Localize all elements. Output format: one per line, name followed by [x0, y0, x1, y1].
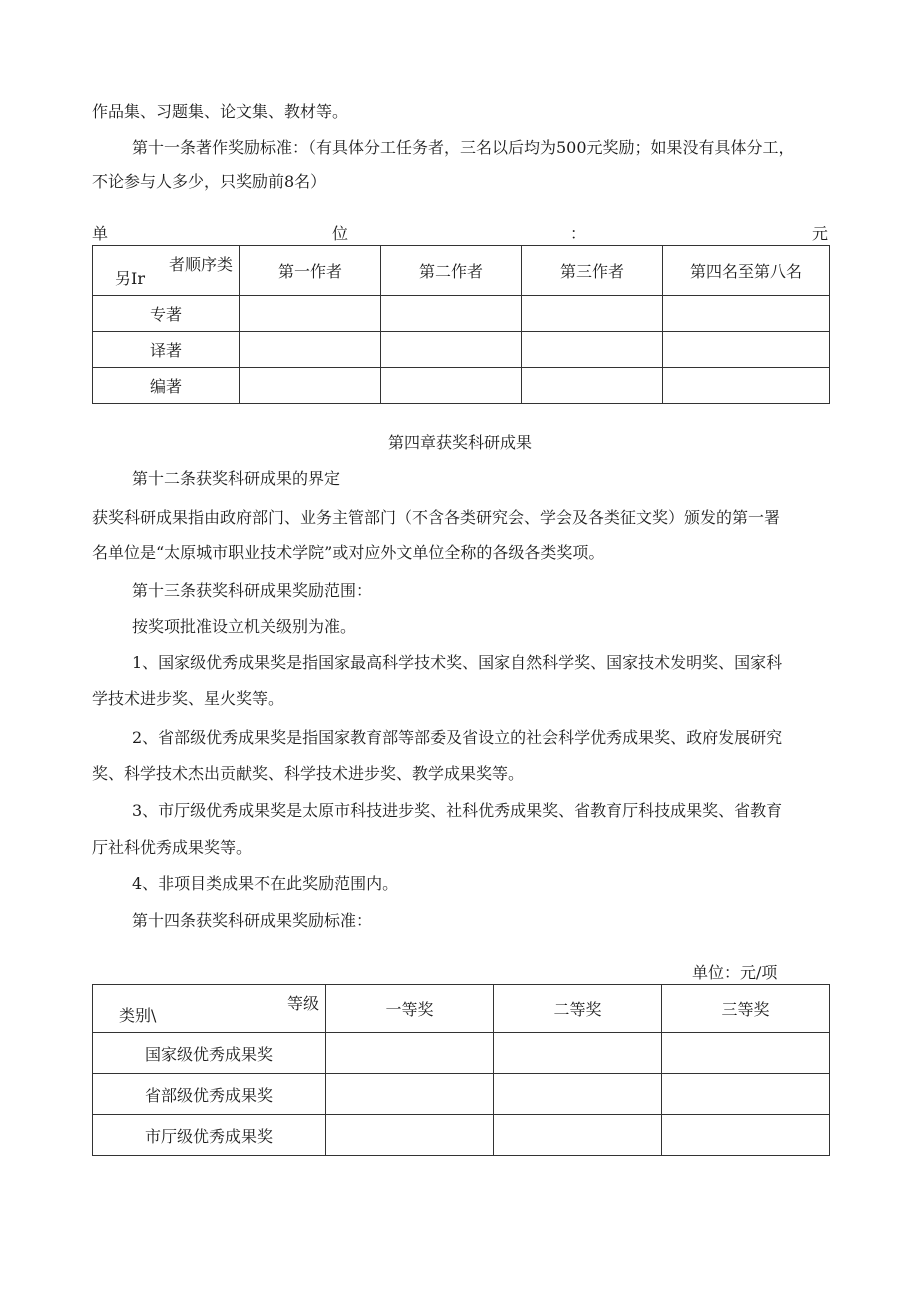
- table-cell: [522, 332, 663, 368]
- table-row: [93, 368, 830, 404]
- table-cell: [240, 368, 381, 404]
- row-header: 国家级优秀成果奖: [93, 1033, 326, 1074]
- table2-unit-label: 单位：元/项: [692, 963, 778, 982]
- unit-char: 元: [811, 224, 828, 243]
- paragraph-line: 按奖项批准设立机关级别为准。: [132, 617, 357, 636]
- table-cell: [326, 1033, 494, 1074]
- table-cell: [494, 1033, 662, 1074]
- article-11-title: 第十一条著作奖励标准：（有具体分工任务者，三名以后均为500元奖励；如果没有具体分工，: [132, 138, 795, 157]
- paragraph-line: 学技术进步奖、星火奖等。: [92, 689, 285, 708]
- table-row: [93, 1115, 830, 1156]
- article-13-title: 第十三条获奖科研成果奖励范围：: [132, 581, 373, 600]
- table-row: [93, 1033, 830, 1074]
- table2-corner-cell: [93, 985, 326, 1033]
- paragraph-line: 奖、科学技术杰出贡献奖、科学技术进步奖、教学成果奖等。: [92, 764, 525, 783]
- table-cell: [381, 296, 522, 332]
- row-header: 编著: [93, 368, 240, 404]
- corner-top-label: 者顺序类: [168, 255, 233, 274]
- table-cell: [326, 1074, 494, 1115]
- article-12-title: 第十二条获奖科研成果的界定: [132, 469, 341, 488]
- table-row: [93, 296, 830, 332]
- corner-bottom-label: 类别\: [119, 1006, 157, 1025]
- list-item-2: 2、省部级优秀成果奖是指国家教育部等部委及省设立的社会科学优秀成果奖、政府发展研究: [132, 728, 783, 747]
- paragraph-line: 名单位是“太原城市职业技术学院”或对应外文单位全称的各级各类奖项。: [92, 543, 605, 562]
- award-reward-table: [92, 984, 830, 1156]
- paragraph-line: 获奖科研成果指由政府部门、业务主管部门（不含各类研究会、学会及各类征文奖）颁发的第一署: [92, 508, 781, 527]
- table-cell: [663, 296, 830, 332]
- column-header: 三等奖: [662, 985, 830, 1033]
- table-row: [93, 332, 830, 368]
- unit-char: ：: [570, 224, 587, 243]
- column-header: 第一作者: [240, 246, 381, 296]
- column-header: 第四名至第八名: [663, 246, 830, 296]
- table-cell: [381, 368, 522, 404]
- table-cell: [662, 1033, 830, 1074]
- list-item-3: 3、市厅级优秀成果奖是太原市科技进步奖、社科优秀成果奖、省教育厅科技成果奖、省教育: [132, 801, 783, 820]
- row-header: 专著: [93, 296, 240, 332]
- unit-char: 位: [332, 224, 349, 243]
- row-header: 译著: [93, 332, 240, 368]
- table-cell: [522, 368, 663, 404]
- row-header: 市厅级优秀成果奖: [93, 1115, 326, 1156]
- paragraph-line: 厅社科优秀成果奖等。: [92, 838, 253, 857]
- table-cell: [326, 1115, 494, 1156]
- table-cell: [494, 1115, 662, 1156]
- author-reward-table: [92, 245, 830, 404]
- unit-char: 单: [92, 224, 109, 243]
- row-header: 省部级优秀成果奖: [93, 1074, 326, 1115]
- article-14-title: 第十四条获奖科研成果奖励标准：: [132, 911, 373, 930]
- list-item-4: 4、非项目类成果不在此奖励范围内。: [132, 874, 399, 893]
- table-cell: [662, 1074, 830, 1115]
- table-row: [93, 1074, 830, 1115]
- table-cell: [522, 296, 663, 332]
- table1-corner-cell: [93, 246, 240, 296]
- table-cell: [494, 1074, 662, 1115]
- column-header: 二等奖: [494, 985, 662, 1033]
- table-cell: [663, 368, 830, 404]
- table-cell: [381, 332, 522, 368]
- chapter-heading: 第四章获奖科研成果: [387, 433, 532, 452]
- corner-top-label: 等级: [286, 994, 319, 1013]
- table-cell: [240, 332, 381, 368]
- table-cell: [240, 296, 381, 332]
- table1-unit-label: [92, 224, 828, 244]
- column-header: 第三作者: [522, 246, 663, 296]
- column-header: 一等奖: [326, 985, 494, 1033]
- paragraph-line: 作品集、习题集、论文集、教材等。: [92, 102, 349, 121]
- paragraph-line: 不论参与人多少，只奖励前8名）: [92, 172, 327, 191]
- table-cell: [663, 332, 830, 368]
- list-item-1: 1、国家级优秀成果奖是指国家最高科学技术奖、国家自然科学奖、国家技术发明奖、国家科: [132, 653, 783, 672]
- corner-bottom-label: 另Ir: [115, 269, 145, 288]
- table-cell: [662, 1115, 830, 1156]
- column-header: 第二作者: [381, 246, 522, 296]
